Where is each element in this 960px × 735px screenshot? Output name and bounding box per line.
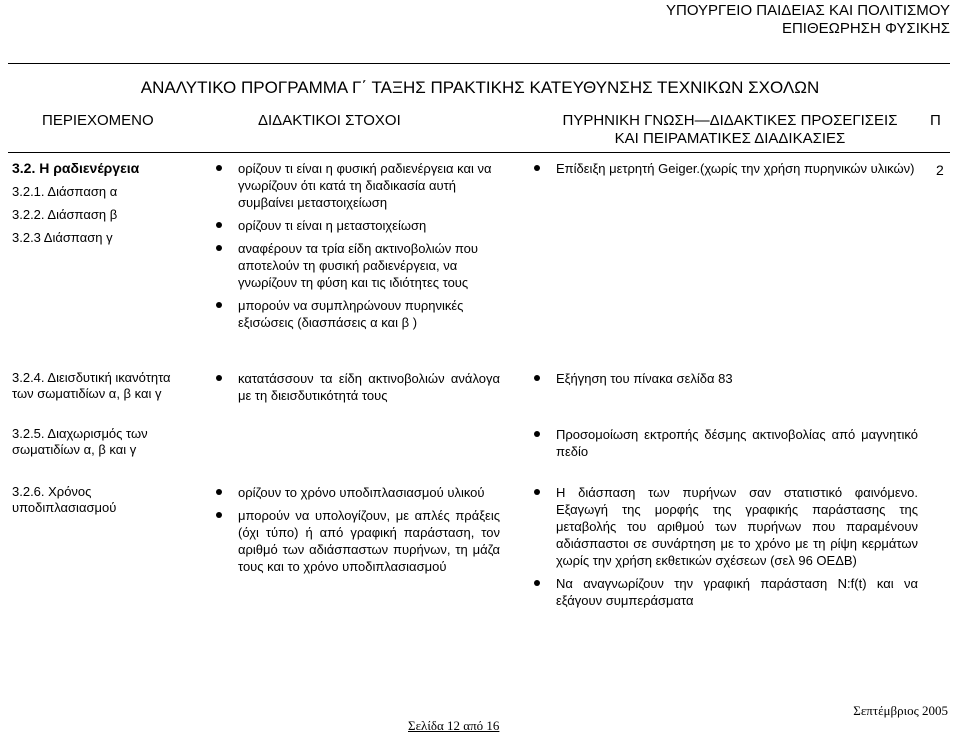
- section-3-2-1: 3.2.1. Διάσπαση α: [12, 184, 118, 199]
- bullet-icon: [534, 431, 540, 437]
- bullet-icon: [216, 222, 222, 228]
- list-item: μπορούν να συμπληρώνουν πυρηνικές εξισώσεις (διασπάσεις α και β ): [210, 297, 500, 331]
- bullet-icon: [534, 489, 540, 495]
- section-3-2-3: 3.2.3 Διάσπαση γ: [12, 230, 113, 245]
- column-header-activities-line2: ΚΑΙ ΠΕΙΡΑΜΑΤΙΚΕΣ ΔΙΑΔΙΚΑΣΙΕΣ: [614, 130, 846, 147]
- bullet-icon: [534, 580, 540, 586]
- table-header-rule: [8, 152, 950, 153]
- document-title: ΑΝΑΛΥΤΙΚΟ ΠΡΟΓΡΑΜΜΑ Γ΄ ΤΑΞΗΣ ΠΡΑΚΤΙΚΗΣ ΚΑΤΕΥΘΥΝΣΗΣ ΤΕΧΝΙΚΩΝ ΣΧΟΛΩΝ: [140, 78, 820, 97]
- objectives-list-1: [210, 160, 500, 337]
- objectives-list-4: [210, 484, 500, 581]
- section-3-2-5: 3.2.5. Διαχωρισμός των σωματιδίων α, β και γ: [12, 426, 148, 457]
- document-date: Σεπτέμβριος 2005: [853, 703, 948, 718]
- section-3-2-2: 3.2.2. Διάσπαση β: [12, 207, 118, 222]
- column-header-activities-line1: ΠΥΡΗΝΙΚΗ ΓΝΩΣΗ—ΔΙΔΑΚΤΙΚΕΣ ΠΡΟΣΕΓΙΣΕΙΣ: [562, 112, 898, 129]
- activities-list-4: [528, 484, 918, 615]
- page-number: Σελίδα 12 από 16: [408, 718, 500, 733]
- column-header-activities: [510, 112, 950, 148]
- activities-list-1: [528, 160, 918, 183]
- activities-list-3: [528, 426, 918, 466]
- list-item: μπορούν να υπολογίζουν, με απλές πράξεις (όχι τύπο) ή από γραφική παράσταση, τον αριθμό των αδιάσπαστων πυρήνων, τη μάζα τους και το χρόνο υποδιπλασιασμού: [210, 507, 500, 575]
- list-item: Προσομοίωση εκτροπής δέσμης ακτινοβολίας από μαγνητικό πεδίο: [528, 426, 918, 460]
- list-item: Η διάσπαση των πυρήνων σαν στατιστικό φαινόμενο. Εξαγωγή της μορφής της γραφικής παράστασης της μεταβολής του αριθμού των πυρήνων που παραμένουν αδιάσπαστοι σε συνάρτηση με το χρόνο με τη ρίψη κερμάτων χωρίς την χρήση εκθετικών σχέσεων (σελ 96 ΟΕΔΒ): [528, 484, 918, 569]
- column-header-objectives: ΔΙΔΑΚΤΙΚΟΙ ΣΤΟΧΟΙ: [258, 112, 401, 129]
- list-item: κατατάσσουν τα είδη ακτινοβολιών ανάλογα με τη διεισδυτικότητά τους: [210, 370, 500, 404]
- bullet-icon: [216, 489, 222, 495]
- bullet-icon: [534, 165, 540, 171]
- activities-list-2: [528, 370, 918, 393]
- objectives-list-2: [210, 370, 500, 410]
- column-header-periods: Π: [930, 112, 941, 129]
- list-item: ορίζουν το χρόνο υποδιπλασιασμού υλικού: [210, 484, 500, 501]
- bullet-icon: [216, 512, 222, 518]
- section-3-2-6: 3.2.6. Χρόνος υποδιπλασιασμού: [12, 484, 117, 515]
- list-item: Να αναγνωρίζουν την γραφική παράσταση N:f(t) και να εξάγουν συμπεράσματα: [528, 575, 918, 609]
- list-item: Εξήγηση του πίνακα σελίδα 83: [528, 370, 918, 387]
- ministry-name: ΥΠΟΥΡΓΕΙΟ ΠΑΙΔΕΙΑΣ ΚΑΙ ΠΟΛΙΤΙΣΜΟΥ: [666, 2, 950, 19]
- bullet-icon: [216, 375, 222, 381]
- header-rule: [8, 63, 950, 64]
- inspection-name: ΕΠΙΘΕΩΡΗΣΗ ΦΥΣΙΚΗΣ: [781, 20, 950, 37]
- section-3-2: 3.2. Η ραδιενέργεια: [12, 160, 140, 176]
- periods-value: 2: [936, 162, 944, 178]
- bullet-icon: [216, 165, 222, 171]
- list-item: ορίζουν τι είναι η φυσική ραδιενέργεια και να γνωρίζουν ότι κατά τη διαδικασία αυτή συμβαίνει μεταστοιχείωση: [210, 160, 500, 211]
- column-header-content: ΠΕΡΙΕΧΟΜΕΝΟ: [42, 112, 154, 129]
- bullet-icon: [216, 245, 222, 251]
- bullet-icon: [216, 302, 222, 308]
- bullet-icon: [534, 375, 540, 381]
- section-3-2-4: 3.2.4. Διεισδυτική ικανότητα των σωματιδίων α, β και γ: [12, 370, 171, 401]
- list-item: ορίζουν τι είναι η μεταστοιχείωση: [210, 217, 500, 234]
- list-item: Επίδειξη μετρητή Geiger.(χωρίς την χρήση πυρηνικών υλικών): [528, 160, 918, 177]
- list-item: αναφέρουν τα τρία είδη ακτινοβολιών που αποτελούν τη φυσική ραδιενέργεια, να γνωρίζουν τη φύση και τις ιδιότητες τους: [210, 240, 500, 291]
